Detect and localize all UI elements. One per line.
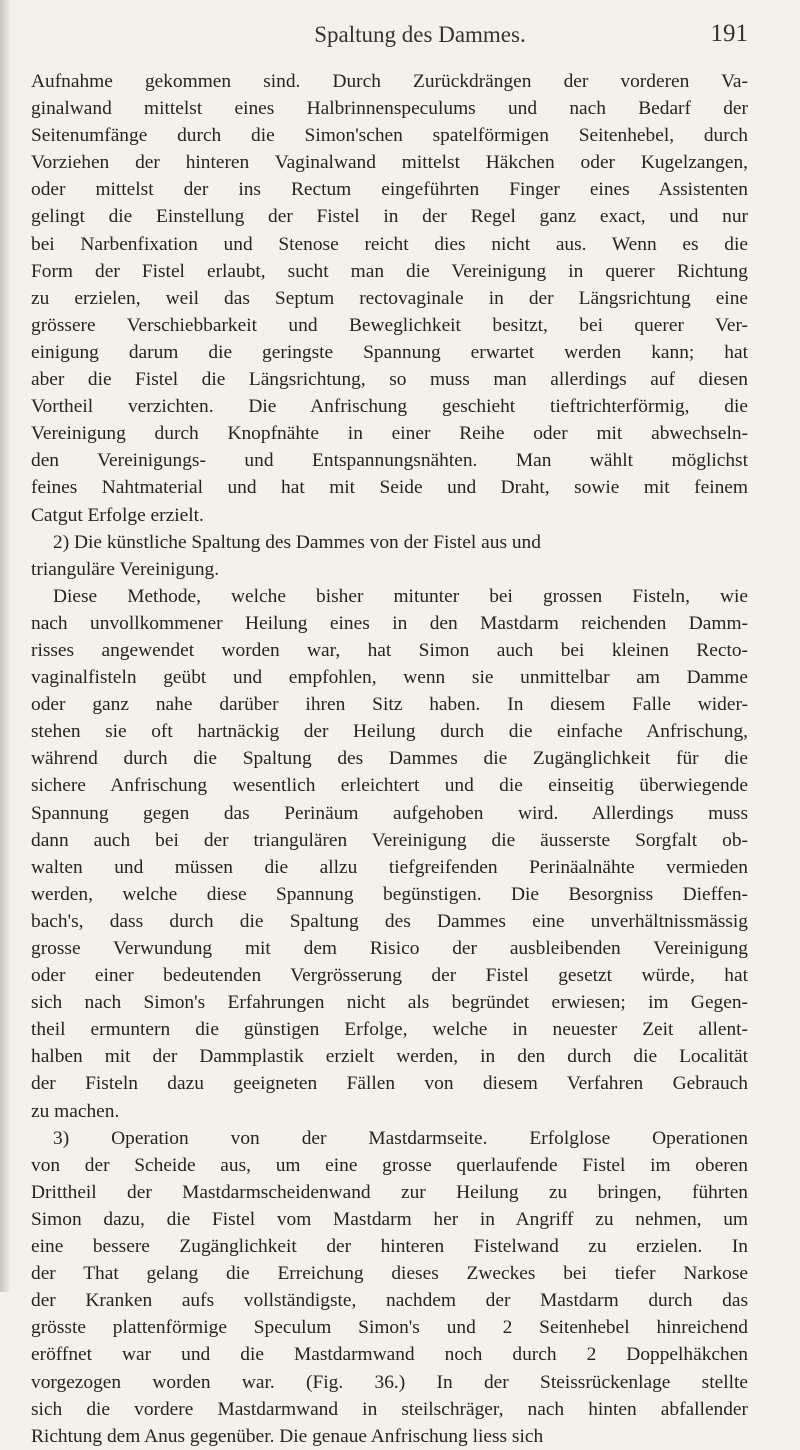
text-line: Richtung dem Anus gegenüber. Die genaue Anfrischung liess sich <box>31 1425 544 1447</box>
text-line: der Fisteln dazu geeigneten Fällen von diesem Verfahren Gebrauch <box>31 1073 748 1095</box>
text-line: walten und müssen die allzu tiefgreifenden Perinäalnähte vermieden <box>31 856 748 878</box>
text-line: dann auch bei der triangulären Vereinigung die äusserste Sorgfalt ob- <box>31 829 748 851</box>
text-line: Spannung gegen das Perinäum aufgehoben wird. Allerdings muss <box>31 802 748 824</box>
text-line: Form der Fistel erlaubt, sucht man die Vereinigung in querer Richtung <box>31 260 748 282</box>
text-line: eröffnet war und die Mastdarmwand noch durch 2 Doppelhäkchen <box>31 1344 748 1366</box>
paragraph <box>31 1125 748 1450</box>
text-line: halben mit der Dammplastik erzielt werden, in den durch die Localität <box>31 1046 748 1068</box>
text-line: risses angewendet worden war, hat Simon auch bei kleinen Recto- <box>31 639 748 661</box>
text-line: oder einer bedeutenden Vergrösserung der Fistel gesetzt würde, hat <box>31 965 748 987</box>
text-line: nach unvollkommener Heilung eines in den Mastdarm reichenden Damm- <box>31 612 748 634</box>
text-line: Vortheil verzichten. Die Anfrischung geschieht tieftrichterförmig, die <box>31 396 748 418</box>
text-line: ginalwand mittelst eines Halbrinnenspeculums und nach Bedarf der <box>31 98 748 120</box>
text-line: trianguläre Vereinigung. <box>31 558 220 580</box>
text-line: während durch die Spaltung des Dammes die Zugänglichkeit für die <box>31 748 748 770</box>
text-line: 3) Operation von der Mastdarmseite. Erfolglose Operationen <box>53 1127 748 1149</box>
text-line: 2) Die künstliche Spaltung des Dammes von der Fistel aus und <box>53 531 541 553</box>
text-line: Vereinigung durch Knopfnähte in einer Reihe oder mit abwechseln- <box>31 423 748 445</box>
paragraph <box>31 583 748 1125</box>
running-title: Spaltung des Dammes. <box>314 22 526 47</box>
text-line: bach's, dass durch die Spaltung des Dammes eine unverhältnissmässig <box>31 910 748 932</box>
running-header <box>92 16 748 56</box>
text-line: Vorziehen der hinteren Vaginalwand mittelst Häkchen oder Kugelzangen, <box>31 152 748 174</box>
text-line: von der Scheide aus, um eine grosse querlaufende Fistel im oberen <box>31 1154 748 1176</box>
text-line: eine bessere Zugänglichkeit der hinteren Fistelwand zu erzielen. In <box>31 1236 748 1258</box>
text-line: vaginalfisteln geübt und empfohlen, wenn sie unmittelbar am Damme <box>31 667 748 689</box>
text-line: bei Narbenfixation und Stenose reicht dies nicht aus. Wenn es die <box>31 233 748 255</box>
text-line: zu machen. <box>31 1100 120 1122</box>
text-line: sich nach Simon's Erfahrungen nicht als begründet erwiesen; im Gegen- <box>31 992 748 1014</box>
text-line: werden, welche diese Spannung begünstigen. Die Besorgniss Dieffen- <box>31 883 748 905</box>
text-line: oder mittelst der ins Rectum eingeführten Finger eines Assistenten <box>31 179 748 201</box>
text-line: stehen sie oft hartnäckig der Heilung durch die einfache Anfrischung, <box>31 721 748 743</box>
text-line: vorgezogen worden war. (Fig. 36.) In der Steissrückenlage stellte <box>31 1371 748 1393</box>
text-line: Catgut Erfolge erzielt. <box>31 504 204 526</box>
text-line: der Kranken aufs vollständigste, nachdem der Mastdarm durch das <box>31 1290 748 1312</box>
text-line: grösste plattenförmige Speculum Simon's und 2 Seitenhebel hinreichend <box>31 1317 748 1339</box>
text-line: oder ganz nahe darüber ihren Sitz haben. In diesem Falle wider- <box>31 694 748 716</box>
text-line: Diese Methode, welche bisher mitunter bei grossen Fisteln, wie <box>53 585 748 607</box>
text-line: zu erzielen, weil das Septum rectovaginale in der Längsrichtung eine <box>31 287 748 309</box>
text-line: grosse Verwundung mit dem Risico der ausbleibenden Vereinigung <box>31 938 748 959</box>
text-line: sichere Anfrischung wesentlich erleichtert und die einseitig überwiegende <box>31 775 748 797</box>
section-heading <box>31 529 748 583</box>
text-line: einigung darum die geringste Spannung erwartet werden kann; hat <box>31 341 748 363</box>
text-line: aber die Fistel die Längsrichtung, so muss man allerdings auf diesen <box>31 369 748 391</box>
text-line: Simon dazu, die Fistel vom Mastdarm her in Angriff zu nehmen, um <box>31 1208 748 1230</box>
text-line: Seitenumfänge durch die Simon'schen spatelförmigen Seitenhebel, durch <box>31 125 748 147</box>
text-line: Drittheil der Mastdarmscheidenwand zur Heilung zu bringen, führten <box>31 1181 748 1203</box>
page-edge-shadow <box>0 0 10 1292</box>
text-line: grössere Verschiebbarkeit und Beweglichkeit besitzt, bei querer Ver- <box>31 314 748 336</box>
text-line: der That gelang die Erreichung dieses Zweckes bei tiefer Narkose <box>31 1263 748 1285</box>
text-line: den Vereinigungs- und Entspannungsnähten. Man wählt möglichst <box>31 450 748 472</box>
text-line: theil ermuntern die günstigen Erfolge, welche in neuester Zeit allent- <box>31 1019 748 1041</box>
text-line: feines Nahtmaterial und hat mit Seide und Draht, sowie mit feinem <box>31 477 748 499</box>
text-line: sich die vordere Mastdarmwand in steilschräger, nach hinten abfallender <box>31 1398 748 1420</box>
body-text <box>31 68 748 1450</box>
paragraph <box>31 68 748 529</box>
text-line: Aufnahme gekommen sind. Durch Zurückdrängen der vorderen Va- <box>31 71 748 92</box>
text-line: gelingt die Einstellung der Fistel in der Regel ganz exact, und nur <box>31 206 748 228</box>
page-number: 191 <box>710 20 748 47</box>
